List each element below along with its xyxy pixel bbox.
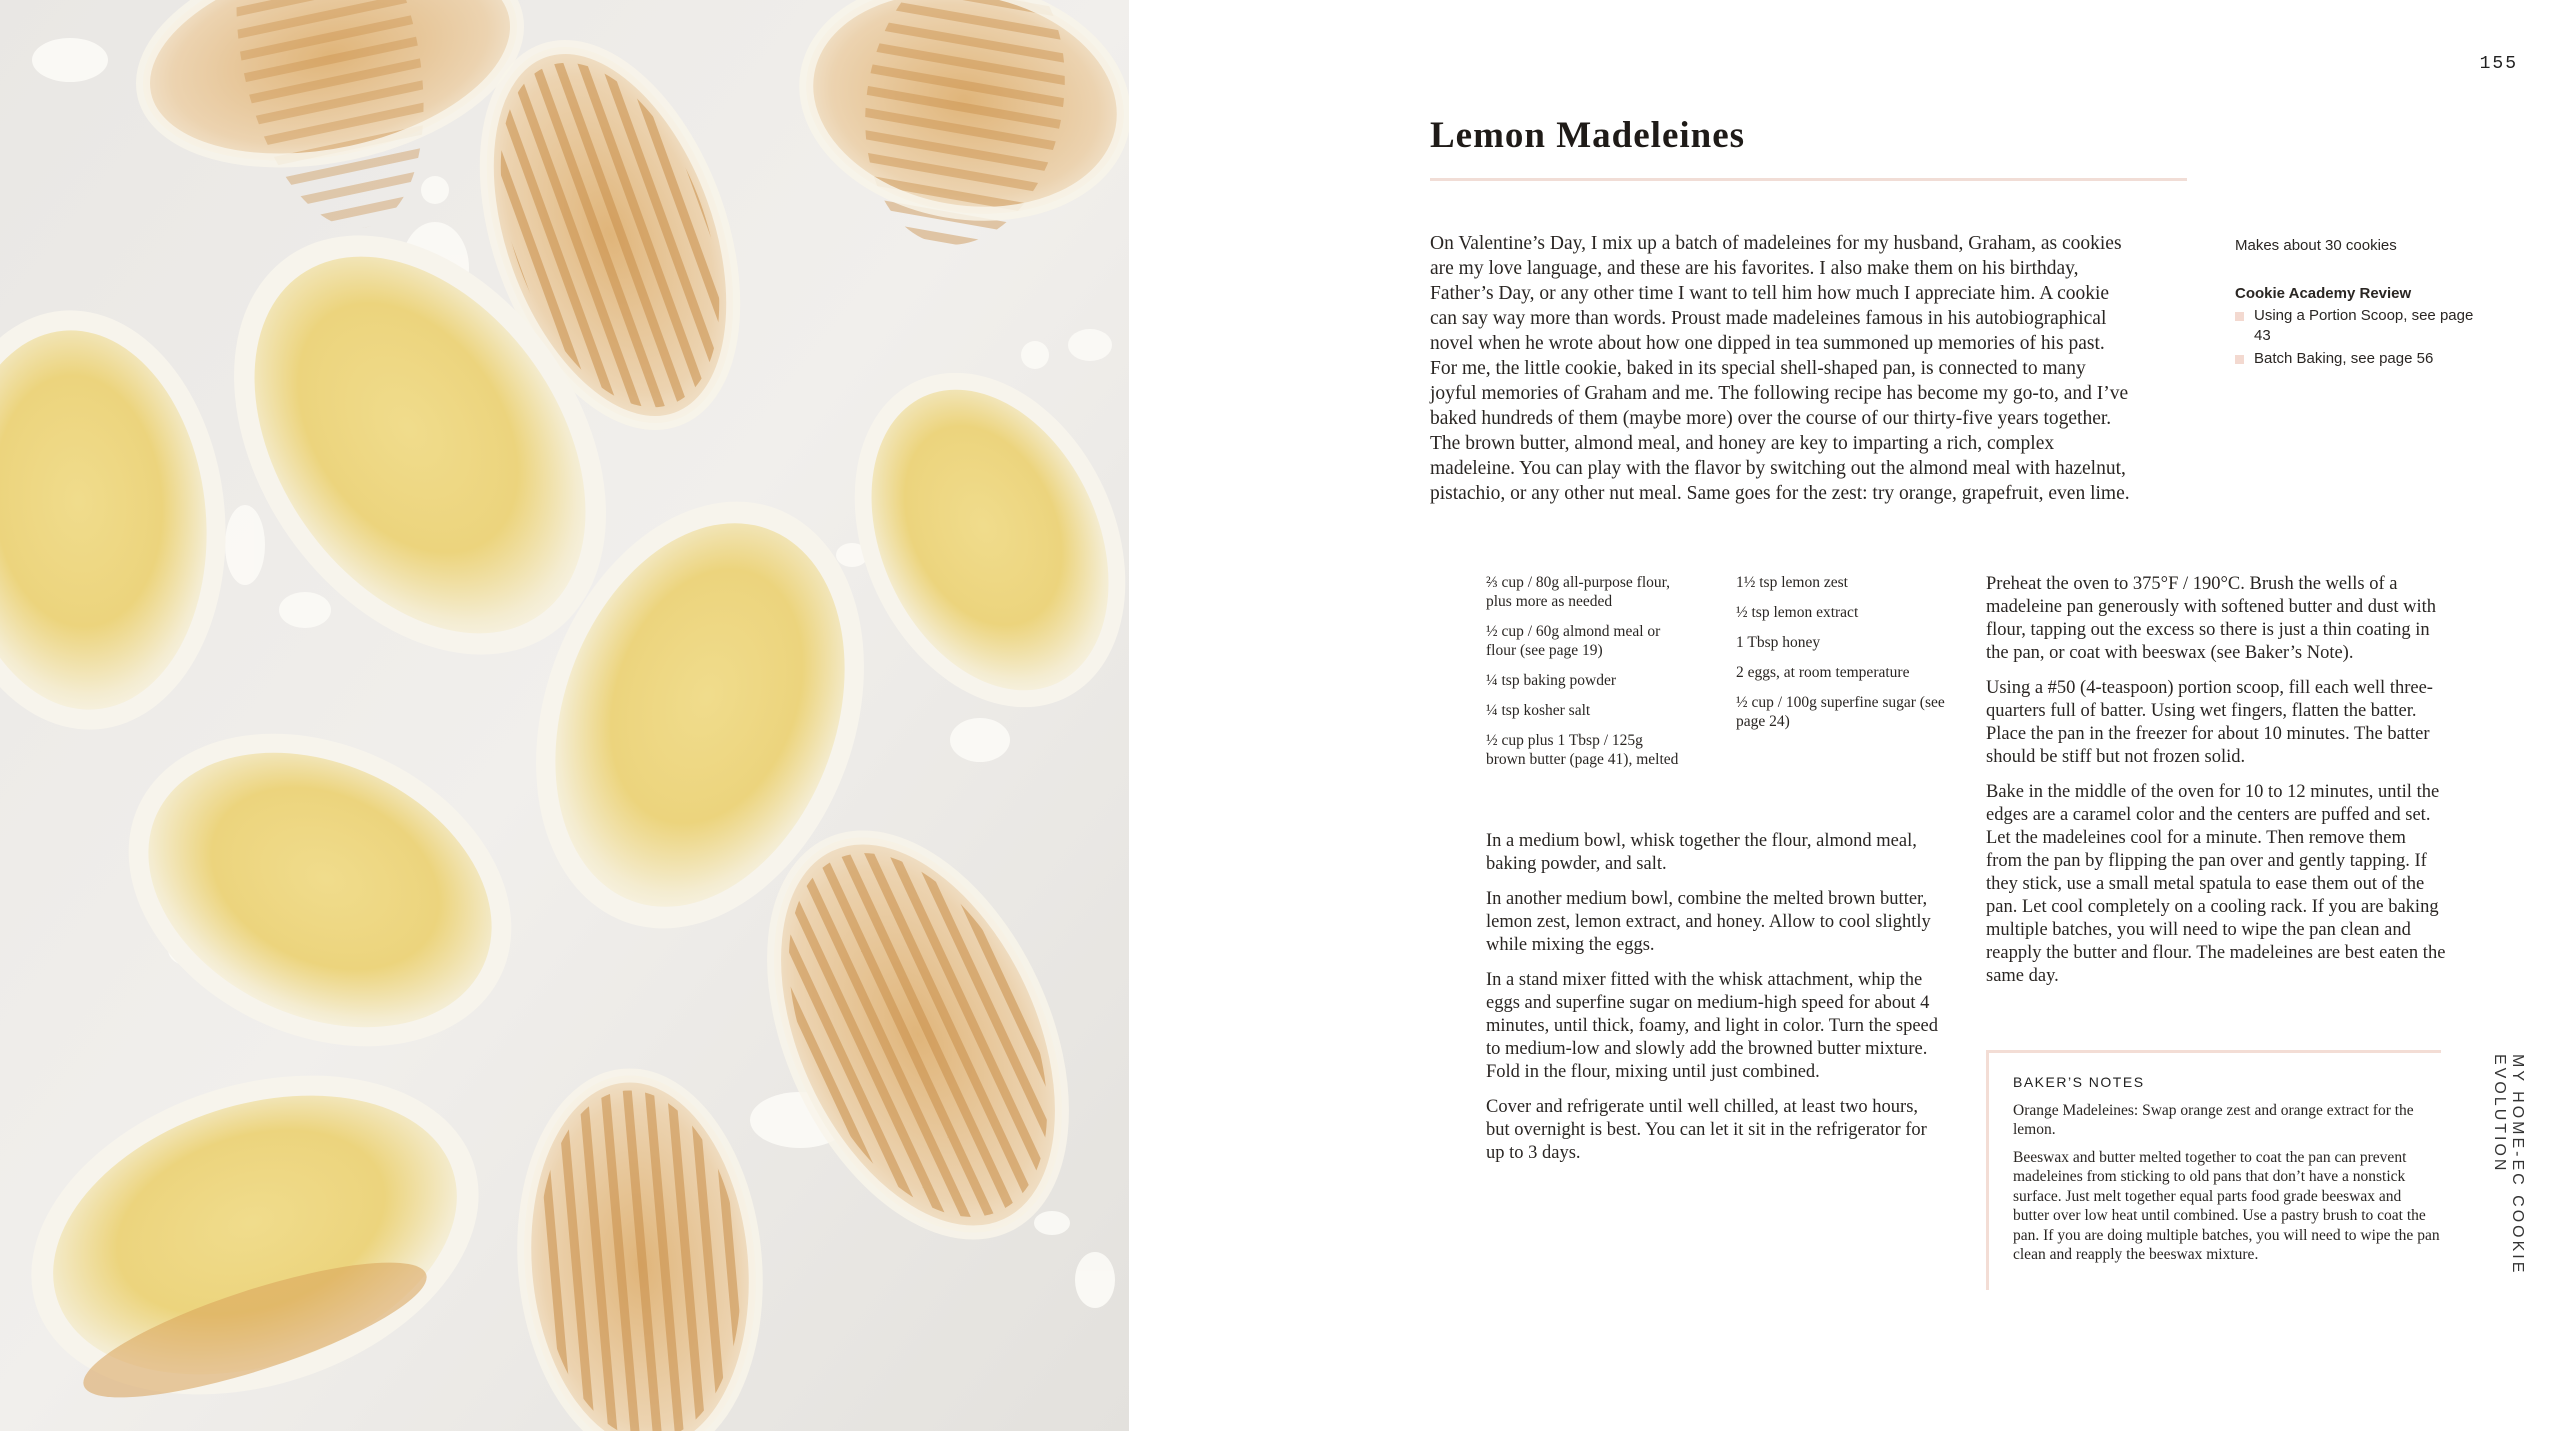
bakers-notes [1986,1050,2441,1290]
method-steps-right [1986,573,2446,1000]
review-item: Using a Portion Scoop, see page 43 [2235,306,2475,346]
bakers-note: Beeswax and butter melted together to coat the pan can prevent madeleines from sticking to old pans that don’t have a nonstick surface. Just melt together equal parts food grade beeswax and butter over low heat until combined. Use a pastry brush to coat the pan. If you are doing multiple batches, you will need to wipe the pan clean and reapply the beeswax mixture. [2013,1148,2440,1263]
ingredient-item: ½ cup / 100g superfine sugar (see page 24) [1736,694,1945,730]
review-title: Cookie Academy Review [2235,285,2412,302]
chapter-title: MY HOME-EC COOKIE EVOLUTION [2491,1054,2526,1276]
square-bullet-icon [2235,355,2244,364]
ingredient-item: ½ cup / 60g almond meal or flour (see page 19) [1486,623,1661,659]
ingredient-item: 1 Tbsp honey [1736,634,1821,651]
square-bullet-icon [2235,312,2244,321]
method-step: Cover and refrigerate until well chilled, at least two hours, but overnight is best. You can let it sit in the refrigerator for up to 3 days. [1486,1097,1927,1163]
ingredient-item: 1½ tsp lemon zest [1736,574,1848,591]
recipe-sidebar [2235,236,2475,372]
ingredient-item: ½ cup plus 1 Tbsp / 125g brown butter (page 41), melted [1486,732,1679,768]
method-step: In another medium bowl, combine the melted brown butter, lemon zest, lemon extract, and honey. Allow to cool slightly while mixing the eggs. [1486,889,1931,955]
recipe-yield: Makes about 30 cookies [2235,237,2397,254]
method-step: In a medium bowl, whisk together the flour, almond meal, baking powder, and salt. [1486,831,1917,874]
recipe-intro: On Valentine’s Day, I mix up a batch of madeleines for my husband, Graham, as cookies are my love language, and these are his favorites. I also make them on his birthday, Father’s Day, or any other time I want to tell him how much I appreciate him. A cookie can say way more than words. Proust made madeleines famous in his autobiographical novel when he wrote about how one dipped in tea summoned up memories of his past. For me, the little cookie, baked in its special shell-shaped pan, is connected to many joyful memories of Graham and me. The following recipe has become my go-to, and I’ve baked hundreds of them (maybe more) over the course of our thirty-five years together. The brown butter, almond meal, and honey are key to imparting a rich, complex madeleine. You can play with the flavor by switching out the almond meal with hazelnut, pistachio, or any other nut meal. Same goes for the zest: try orange, grapefruit, even lime. [1430,233,2130,504]
ingredients-column-2 [1736,573,1946,742]
review-item: Batch Baking, see page 56 [2235,349,2475,369]
method-steps-left [1486,830,1941,1177]
method-step: Preheat the oven to 375°F / 190°C. Brush the wells of a madeleine pan generously with softened butter and dust with flour, tapping out the excess so there is just a thin coating in the pan, or coat with beeswax (see Baker’s Note). [1986,574,2437,663]
madeleines-photo [0,0,1129,1431]
bakers-note: Orange Madeleines: Swap orange zest and orange extract for the lemon. [2013,1101,2414,1138]
ingredient-item: ¼ tsp kosher salt [1486,702,1591,719]
method-step: Bake in the middle of the oven for 10 to 12 minutes, until the edges are a caramel color and the centers are puffed and set. Let the madeleines cool for a minute. Then remove them from the pan by flipping the pan over and gently tapping. If they stick, use a small metal spatula to ease them out of the pan. Let cool completely on a cooling rack. If you are baking multiple batches, you will need to wipe the pan clean and reapply the butter and flour. The madeleines are best eaten the same day. [1986,782,2446,986]
ingredients-column-1 [1486,573,1686,780]
ingredient-item: 2 eggs, at room temperature [1736,664,1910,681]
method-step: Using a #50 (4-teaspoon) portion scoop, fill each well three-quarters full of batter. Using wet fingers, flatten the batter. Place the pan in the freezer for about 10 minutes. The batter should be stiff but not frozen solid. [1986,678,2433,767]
chapter-running-head [2478,1054,2528,1384]
ingredient-item: ¼ tsp baking powder [1486,672,1617,689]
recipe-title: Lemon Madeleines [1430,115,1746,156]
ingredient-item: ⅔ cup / 80g all-purpose flour, plus more as needed [1486,574,1671,610]
bakers-notes-title: BAKER’S NOTES [2013,1074,2145,1090]
page-number: 155 [2479,54,2518,74]
review-list [2235,306,2475,369]
method-step: In a stand mixer fitted with the whisk attachment, whip the eggs and superfine sugar on medium-high speed for about 4 minutes, until thick, foamy, and light in color. Turn the speed to medium-low and slowly add the browned butter mixture. Fold in the flour, mixing until just combined. [1486,970,1939,1082]
title-divider [1430,178,2187,181]
ingredient-item: ½ tsp lemon extract [1736,604,1859,621]
